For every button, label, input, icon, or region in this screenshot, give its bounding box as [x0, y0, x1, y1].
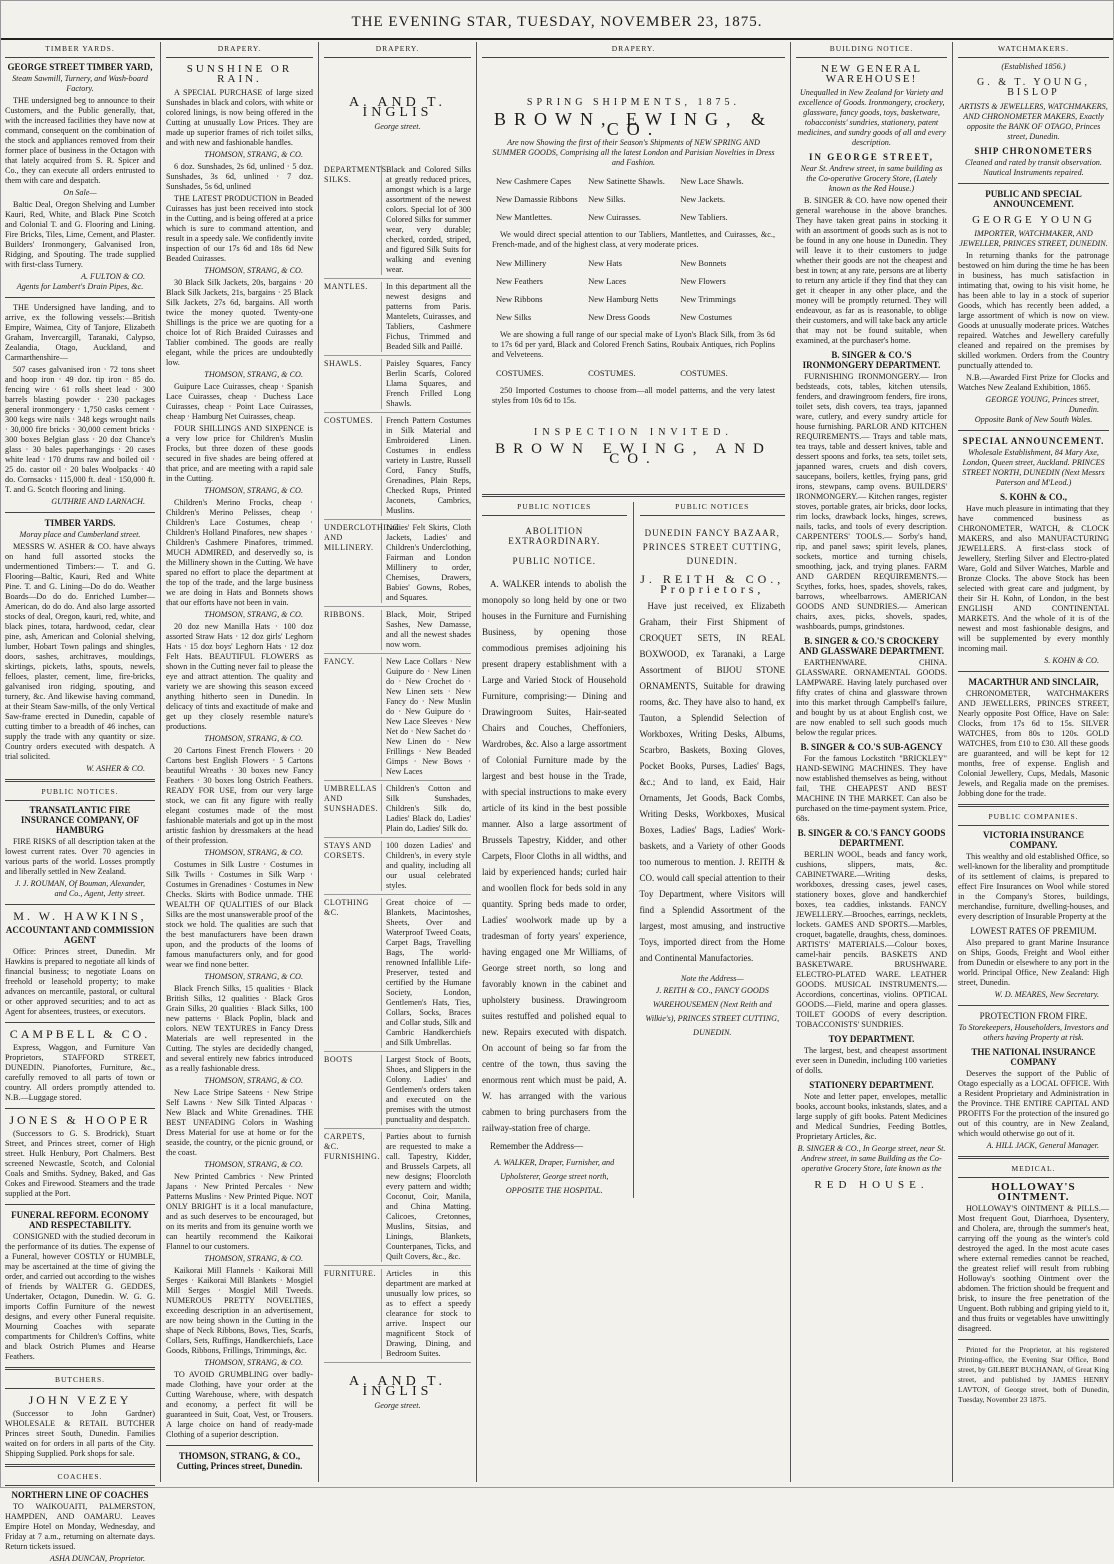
category-row [324, 654, 471, 781]
ad-subtitle: Steam Sawmill, Turnery, and Wash-board Factory. [12, 74, 148, 93]
section-header: DRAPERY. [482, 44, 785, 58]
ad-signature: A. WALKER, Draper, Furnisher, and Upholsterer, George street north, OPPOSITE THE HOSPITAL. [494, 1158, 615, 1195]
ad-body: Unequalled in New Zealand for Variety and excellence of Goods. Ironmongery, crockery, glassware, fancy goods, toys, basketware, tobacconists' sundries, stationery, patent medicines, and sundry goods of all and every description. [797, 88, 946, 147]
ad-body: Express, Waggon, and Furniture Van Proprietors, STAFFORD STREET, DUNEDIN. Pianofortes, Furniture, &c., carefully removed to all parts of town or country. All orders promptly attended to. N.B.—Luggage stored. [5, 1043, 155, 1102]
ad-body: Near St. Andrew street, in same building as the Co-operative Grocery Store, (Lately known as the Red House.) [800, 164, 943, 193]
section-header: DRAPERY. [166, 44, 313, 58]
ad-title: HOLLOWAY'S OINTMENT. [991, 1181, 1076, 1203]
divider [5, 1022, 155, 1023]
ad-body: TO AVOID GRUMBLING over badly-made Clothing, have your order at the Cutting Warehouse, where, with despatch and economy, a perfect fit will be guaranteed in Suit, Coat, Vest, or Trousers. A large choice on hand of ready-made Clothing of a superior description. [166, 1370, 313, 1439]
reith-notice [634, 502, 786, 1198]
ad-title: B. SINGER & CO.'S SUB-AGENCY [800, 742, 943, 752]
column-watchmakers [952, 42, 1114, 1482]
category-label: BOOTS [324, 1055, 382, 1125]
category-text: Children's Cotton and Silk Sunshades, Children's Silk do, Ladies' Black do, Ladies' Plain do, Ladies' Silk do. [386, 784, 471, 833]
ad-signature: A. FULTON & CO. [80, 272, 145, 281]
ad-body: FURNISHING IRONMONGERY.— Iron bedsteads, cots, tables, kitchen utensils, fenders, and drawingroom fenders, fire irons, toilet sets, dish covers, tea trays, japanned ware, cutlery, and every sundry article for house furnishing. PARLOR AND KITCHEN REQUIREMENTS.— Trays and table mats, tea trays, table and dessert knives, table and dessert spoons and forks, tea sets, toilet sets, japanned wares, cruets and dish covers, saucepans, boilers, kettles, frying pans, grid irons, stewpans, camp ovens. BUILDERS' IRONMONGERY.— Kitchen ranges, register stoves, portable grates, air bricks, door locks, rim locks, drawback locks, hinges, screws, nails, tacks, and tools of every description. CARPENTERS' TOOLS.— Sorby's hand, rip, and panel saws; spirit levels, planes, sockets, mortice and turning chisels, smoothing, jack, and trying planes. FARM AND GARDEN REQUIREMENTS.— Scythes, forks, hoes, spades, shovels, rakes, barrows, wheelbarrows. AMERICAN GOODS AND SUNDRIES.— American chairs, axes, picks, shovels, spades, washboards, pumps, grindstones. [796, 372, 947, 631]
ad-subtitle: Wholesale Establishment, 84 Mary Axe, London, Queen street, Auckland. PRINCES STREET NORTH, DUNEDIN (Next Messrs Paterson and M'Leod.) [962, 448, 1105, 487]
category-label: SHAWLS. [324, 359, 382, 409]
divider [5, 512, 155, 513]
ad-name: CAMPBELL & CO. [9, 1027, 151, 1041]
goods-item: New Cashmere Capes [496, 176, 572, 186]
divider [482, 494, 785, 497]
ad-name: JONES & HOOPER [9, 1113, 151, 1127]
ad-body: We would direct special attention to our Tabliers, Mantlettes, and Cuirasses, &c., French-made, and of the highest class, at very moderate prices. [492, 230, 775, 249]
ad-body: EARTHENWARE. CHINA. GLASSWARE. ORNAMENTAL GOODS. LAMPWARE. Having lately purchased over fifty crates of china and glassware thrown into this market through Campbell's failure, and bought by us at about English cost, we are now enabled to sell such goods much below the regular prices. [796, 658, 947, 737]
ad-name: G. & T. YOUNG, BISLOP [977, 77, 1090, 98]
divider [5, 779, 155, 782]
ad-body: We are showing a full range of our special make of Lyon's Black Silk, from 3s 6d to 17s 6d per yard, Black and Colored French Satins, Roubaix Antiques, rich Poplins and Velveteens. [492, 330, 775, 359]
ad-title: ACCOUNTANT AND COMMISSION AGENT [5, 925, 155, 945]
ad-signature: THOMSON, STRANG, & CO. [204, 610, 303, 619]
ad-title: TRANSATLANTIC FIRE INSURANCE COMPANY, OF HAMBURG [20, 805, 140, 835]
ad-title: SPECIAL ANNOUNCEMENT. [962, 436, 1105, 446]
ad-list: 507 cases galvanised iron · 72 tons sheet and hoop iron · 49 doz. tip iron · 85 do. fencing wire · 61 rolls sheet lead · 300 barrels blasting powder · 230 packages general ironmongery · 1,750 casks cement · 300 kegs wire nails · 348 kegs wrought nails · 30,000 fire bricks · 30,000 cement bricks · 300 boxes Belgian glass · 20 doz Chance's glass · 30 bales paperhangings · 20 cases white lead · 170 drums raw and boiled oil · 25 do. castor oil · 20 bales Woolpacks · 40 do. Cornsacks · 115,000 ft. deal · 150,000 ft. T. and G. Scotch flooring and lining. [5, 365, 155, 494]
ad-title: TOY DEPARTMENT. [828, 1034, 915, 1044]
ad-signature: THOMSON, STRANG, & CO. [204, 1160, 303, 1169]
category-label: COSTUMES. [324, 416, 382, 516]
category-row [324, 607, 471, 654]
ad-list: Baltic Deal, Oregon Shelving and Lumber Kauri, Red, White, and Black Pine Scotch and Colonial T. and G. Flooring and Lining. Fire Bricks, Tiles, Lime, Cement, and Plaster. Builders' Ironmongery, Galvanised Iron, Ridging, and Spouting. The trade supplied with first-class Turnery. [5, 200, 155, 269]
ad-title: INSPECTION INVITED. [534, 427, 733, 438]
goods-item: New Hats [588, 258, 622, 268]
column-timber-yards [0, 42, 160, 1563]
ad-body: 20 doz new Manilla Hats · 100 doz assorted Straw Hats · 12 doz girls' Leghorn Hats · 15 doz boys' Leghorn Hats · 12 doz Felt Hats. BEAUTIFUL FLOWERS as shown in the Cutting never fail to please the eye and attract attention. The quality and variety we are showing this season exceed anything hitherto seen in Dunedin. In delicacy of tints and exactitude of make and get up they closely resemble nature's productions. [166, 622, 313, 731]
ad-signature: THOMSON, STRANG, & CO. [204, 848, 303, 857]
ad-signature: Opposite Bank of New South Wales. [974, 415, 1093, 424]
ad-body: BERLIN WOOL, beads and fancy work, cushions, slippers, mats, &c. CABINETWARE.—Writing desks, workboxes, dressing cases, jewel cases, stationery boxes, glove and handkerchief boxes, tea caddies, inkstands. FANCY JEWELLERY.—Brooches, earrings, necklets, lockets. GAMES AND SPORTS.—Marbles, croquet, bagatelle, draughts, chess, dominoes. ARTISTS' MATERIALS.—Colour boxes, camel-hair pencils. BASKETS AND BASKETWARE. BRUSHWARE. ELECTRO-PLATED WARE. LEATHER GOODS. MUSICAL INSTRUMENTS.—Accordions, concertinas, violins. OPTICAL GOODS.—Field, marine and opera glasses. TOILET GOODS of every description. TOBACCONISTS' SUNDRIES. [796, 850, 947, 1029]
goods-item: New Cuirasses. [588, 212, 642, 222]
ad-signature: THOMSON, STRANG, & CO. [204, 734, 303, 743]
ad-signature: BROWN EWING, AND CO. [495, 441, 772, 467]
goods-item: COSTUMES. [680, 368, 728, 378]
ad-title: STATIONERY DEPARTMENT. [809, 1080, 934, 1090]
goods-item: New Flowers [680, 276, 726, 286]
category-text: Articles in this department are marked at unusually low prices, so as to effect a speedy clearance for stock to arrive. Inspect our magnificent Stock of Drawing, Dining, and Bedroom Suites. [386, 1269, 471, 1358]
ad-title: MACARTHUR AND SINCLAIR, [968, 677, 1099, 687]
goods-item: New Silks [496, 312, 532, 322]
divider [958, 1339, 1109, 1340]
section-header: BUILDING NOTICE. [796, 44, 947, 58]
ad-body: Black French Silks, 15 qualities · Black British Silks, 12 qualities · Black Gros Grain Silks, 20 qualities · Black Silks, 100 new patterns · Black Poplin, black and colors. NEW TEXTURES in Fancy Dress Materials are well represented in the Cutting. The styles are decidedly changed, and several entirely new fabrics introduced as a really fashionable dress. [166, 984, 313, 1073]
goods-item: COSTUMES. [496, 368, 544, 378]
ad-signature: THOMSON, STRANG, & CO. [204, 1076, 303, 1085]
category-label: UNDERCLOTHING AND MILLINERY. [324, 523, 382, 603]
category-row [324, 162, 471, 279]
category-row [324, 279, 471, 356]
ad-title: IN GEORGE STREET, [808, 152, 935, 162]
goods-row [496, 368, 771, 378]
ad-body: FIRE RISKS of all description taken at the lowest current rates. Over 70 agencies in various parts of the world. Losses promptly and liberally settled in New Zealand. [5, 837, 155, 876]
ad-subtitle: LOWEST RATES OF PREMIUM. [970, 926, 1097, 936]
column-drapery-inglis [318, 42, 476, 1482]
ad-body: The largest, best, and cheapest assortment ever seen in Dunedin, including 100 varieties of dolls. [796, 1046, 947, 1075]
ad-body: HOLLOWAY'S OINTMENT & PILLS.—Most frequent Gout, Diarrhoea, Dysentery, and Cholera, are, through the summer's heat, carrying off the young as the winter's cold destroyed the aged. In the most acute cases where external remedies cannot be reached, the greatest relief will result from rubbing Holloway's soothing Ointment over the abdomen. The friction should be frequent and brisk, to insure the free penetration of the Unguent. Both rubbing and griping yield to it, and thus fruits or vegetables have unwittingly disagreed. [958, 1204, 1109, 1333]
divider [5, 1464, 155, 1467]
ad-signature: W. ASHER & CO. [86, 764, 145, 773]
category-text: Ladies' Felt Skirts, Cloth Jackets, Ladies' and Children's Underclothing, Fairman and London Millinery to order, Chemises, Drawers, Babies' Gowns, Robes, and Squares. [386, 523, 471, 602]
ad-body: To Storekeepers, Householders, Investors and others having Property at risk. [958, 1023, 1109, 1042]
goods-item: New Damassie Ribbons [496, 194, 578, 204]
category-row [324, 520, 471, 607]
ad-body: CHRONOMETER, WATCHMAKERS AND JEWELLERS, PRINCES STREET, Nearly opposite Post Office, Have on Sale: Clocks, from 17s 6d to 15s. SILVER WATCHES, from 80s to 120s. GOLD WATCHES, from £10 to £30. All these goods are guaranteed, and will be kept for 12 months, free of expense. English and Colonial Jewellery, Cups, Medals, Masonic Jewels, and Regalia made on the premises. Jobbing done for the trade. [958, 689, 1109, 798]
ad-title: THE NATIONAL INSURANCE COMPANY [971, 1047, 1096, 1067]
masthead-title: THE EVENING STAR, TUESDAY, NOVEMBER 23, 1875. [351, 14, 763, 30]
ad-title: PROTECTION FROM FIRE. [979, 1011, 1088, 1021]
ad-signature: ASHA DUNCAN, Proprietor. [49, 1554, 145, 1563]
category-label: CLOTHING &C. [324, 898, 382, 1048]
ad-address: George street. [374, 1401, 421, 1410]
ad-body: THE undersigned beg to announce to their Customers, and the Public generally, that, with the increased facilities they have now at command, consequent on the combination of the stock and appliances removed from their former place of business in the Octagon with that lately acquired from S. R. Spicer and Co., they can execute all orders entrusted to them with care and despatch. [5, 96, 155, 185]
column-singer [790, 42, 952, 1482]
ad-name: NEW GENERAL WAREHOUSE! [821, 63, 922, 85]
divider [958, 1156, 1109, 1159]
category-row [324, 1266, 471, 1363]
goods-row [496, 194, 771, 204]
ad-name: A. AND T. INGLIS [349, 95, 446, 120]
ad-title: SPRING SHIPMENTS, 1875. [526, 97, 741, 108]
category-label: STAYS AND CORSETS. [324, 841, 382, 891]
column-drapery-thomson [160, 42, 318, 1482]
ad-body: CONSIGNED with the studied decorum in the performance of its duties. The expense of a Funeral, however COSTLY or HUMBLE, may be ascertained at the time of giving the order, and carried out according to the wishes of friends by WALTER G. GEDDES, Undertaker, Octagon, Dunedin. W. G. G. imports Coffin Furniture of the newest designs, and every other Funeral requisite. Mourning Coaches with separate compartments for Children's Coffins, white and black Ostrich Plumes and Hearse Feathers. [5, 1232, 155, 1361]
section-header: WATCHMAKERS. [958, 44, 1109, 58]
ad-body: 30 Black Silk Jackets, 20s, bargains · 20 Black Silk Jackets, 21s, bargains · 25 Black Silk Jackets, 27s 6d, bargains. All worth twice the money quoted. Twenty-one Shillings is the price we are quoting for a choice lot of Rich Braided Cuirasses and Tablier combined. The goods are really elegant, while the prices are undoubtedly low. [166, 278, 313, 367]
category-label: CARPETS, &C. FURNISHING. [324, 1132, 382, 1262]
section-header: TIMBER YARDS. [5, 44, 155, 58]
ad-body: MESSRS W. ASHER & CO. have always on hand full assorted stocks the undermentioned Timbers:— T. and G. Flooring—Baltic, Kauri, Red and White Pine. T. and G. Lining—Do do do. Weather Boards—Do do do. Enriched Lumber—American, do do do. And also large assorted stocks of deal, Oregon, kauri, red, white, and black pines, totara, hardwood, cedar, clear pine, ash, American and Colonial shelving, lumber, Hobart Town palings and shingles, doors, sashes, architraves, mouldings, skirtings, pickets, laths, spouts, newels, felloes, plaster, cement, lime, fire-bricks, galvanised iron ridging, spouting, and turnery, &c. And likewise having command, at their Steam Saw-mills, of the only Vertical Saw-frame erected in Dunedin, capable of cutting timber to a breadth of 46 inches, can supply the trade with any quantity or size. Country orders executed with despatch. A trial solicited. [5, 542, 155, 761]
ad-body: N.B.—Awarded First Prize for Clocks and Watches New Zealand Exhibition, 1865. [958, 373, 1109, 392]
ad-list: Guipure Lace Cuirasses, cheap · Spanish Lace Cuirasses, cheap · Duchess Lace Cuirasses, cheap · Point Lace Cuirasses, cheap · Hamburg Net Cuirasses, cheap. [166, 382, 313, 421]
ad-name: A. AND T. INGLIS [349, 1374, 446, 1399]
ad-title: ABOLITION EXTRAORDINARY. [508, 526, 601, 546]
ad-name: BROWN, EWING, & CO. [494, 109, 773, 139]
ad-signature: THOMSON, STRANG, & CO. [204, 150, 303, 159]
goods-item: New Laces [588, 276, 627, 286]
goods-item: New Feathers [496, 276, 543, 286]
section-header: DRAPERY. [324, 44, 471, 58]
ad-body: A. WALKER intends to abolish the monopoly so long held by one or two houses in the Furniture and Furnishing Business, by opening those commodious premises adjoining his present drapery establishment with a Large and Varied Stock of Household Furniture, comprising:— Dining and Drawingroom Suites, Hair-seated Chairs and Couches, Cheffoniers, Wardrobes, &c. Also a large assortment of Colonial Furniture made by the largest and best house in the Trade, with special instructions to make every article of its kind in the best possible manner. Also a large assortment of Brussels Tapestry, Kidder, and other Carpets, Floor Cloths in all widths, and laid by experienced hands; curled hair and woollen flock for beds sold in any quantity. Spring beds made to order, Ladies' woolwork made up by a tradesman of forty years' experience, having engaged one Mr Williams, of George street north, so long and favorably known in the cabinet and upholstery business. Drawingroom suites restuffed and polished equal to new. Repairs executed with dispatch. On account of being so far from the centre of the town, thus saving the enormous rent which must be paid, A. W. has arranged with the various cabmen to bring purchasers from the railway-station free of charge. [482, 579, 627, 1133]
category-text: Great choice of — Blankets, Macintoshes, Sheets, Over and Waterproof Tweed Coats, Carpet Bags, Travelling Bags, The world-renowned Infallible Life-Preserver, tested and certified by the Humane Society, London, Gentlemen's Hats, Ties, Collars, Socks, Braces and Collar studs, Silk and Cambric Handkerchiefs and Silk Umbrellas. [386, 898, 471, 1047]
goods-row [496, 312, 771, 322]
divider [958, 671, 1109, 672]
ad-body: Children's Merino Frocks, cheap · Children's Merino Pelisses, cheap · Children's Lace Costumes, cheap · Children's Holland Pinafores, new shapes · Children's Cashmere Pinafores, trimmed. MUCH ADMIRED, and deservedly so, is the Millinery shown in the Cutting. We have spared no effort to place the department at the top of the trade, and the large business we are doing in Hats and Bonnets shows that our efforts have not been in vain. [166, 498, 313, 607]
divider [958, 804, 1109, 807]
goods-item: New Tabliers. [680, 212, 728, 222]
ad-signature: J. J. ROUMAN, Of Bouman, Alexander, and Co., Agent, Jetty street. [15, 879, 145, 898]
ad-title: VICTORIA INSURANCE COMPANY. [982, 830, 1085, 850]
ad-body: A SPECIAL PURCHASE of large sized Sunshades in black and colors, with white or colored linings, is now being offered in the Cutting at unusually Low Prices. They are made up superior frames of rich toilet silks, and with new and fashionable handles. [166, 88, 313, 147]
goods-table [482, 258, 785, 322]
category-text: Black and Colored Silks at greatly reduced prices, amongst which is a large assortment of the newest colors. Special lot of 300 Colored Silks for summer wear, very durable; checked, corded, striped, and figured Silk Suits for walking and evening wear. [386, 165, 471, 274]
ad-name: M. W. HAWKINS, [13, 909, 147, 923]
section-header: PUBLIC NOTICES [640, 502, 786, 516]
category-row [324, 781, 471, 838]
costumes-row [482, 368, 785, 378]
ad-signature: GUTHRIE AND LARNACH. [51, 497, 145, 506]
category-row [324, 413, 471, 520]
ad-signature: THOMSON, STRANG, & CO. [204, 266, 303, 275]
ad-signature: THOMSON, STRANG, & CO., Cutting, Princes street, Dunedin. [176, 1451, 303, 1471]
ad-body: ARTISTS & JEWELLERS, WATCHMAKERS, AND CHRONOMETER MAKERS, Exactly opposite the BANK OF OTAGO, Princes street, Dunedin. [959, 102, 1108, 141]
category-text: In this department all the newest designs and patterns from Paris. Mantelets, Cuirasses, and Tabliers, Cashmere Fichus, Trimmed and Beaded Silk and Paillé. [386, 282, 471, 351]
ad-subtitle: Moray place and Cumberland street. [19, 530, 141, 539]
ad-name: SUNSHINE OR RAIN. [186, 63, 293, 85]
goods-item: New Costumes [680, 312, 732, 322]
ad-body: THE LATEST PRODUCTION in Beaded Cuirasses has just been received into stock in the Cutting, and is being offered at a price which is sure to command attention, and result in a speedy sale. We confidently invite inspection of our 17s 6d and 18s 6d New Beaded Cuirasses. [166, 194, 313, 263]
ad-body: Costumes in Silk Lustre · Costumes in Silk Twills · Costumes in Silk Warp · Costumes in Grenadines · Costumes in New Checks. Skirts with Bodice unmade. THE WEALTH OF QUALITIES of our Black Silks are the most unanswerable proof of the stock we hold. The qualities are such that the best manufacturers have been drawn upon, and the products of the looms of famous manufacturers only, and for good wear we find none better. [166, 860, 313, 969]
ad-body: 250 Imported Costumes to choose from—all model patterns, and the very latest styles from 10s 6d to 15s. [492, 386, 775, 405]
ad-name: GEORGE YOUNG [972, 214, 1095, 226]
section-header: PUBLIC COMPANIES. [958, 812, 1109, 826]
ad-body: (Successor to John Gardner) WHOLESALE & RETAIL BUTCHER Princes street South, Dunedin. Families waited on for orders in all parts of the City. Shipping Supplied. Pork shops for sale. [5, 1409, 155, 1458]
ad-subtitle: PUBLIC NOTICE. [512, 556, 596, 566]
ad-signature: A. HILL JACK, General Manager. [986, 1141, 1099, 1150]
ad-body: B. SINGER & CO. have now opened their general warehouse in the above branches. They have taken great pains in stocking it with an assortment of goods such as is not to be found in any one house in Dunedin. They will leave it to their customers to judge whether their goods are not the cheapest and best in town; at any rate, persons are at liberty to return any article if they find that they can get it cheaper in any other place, and the money will be promptly returned. They will endeavour, as far as is reasonable, to oblige their customers, and will take back any article that may not be found suitable, when examined, at the purchaser's home. [796, 196, 947, 345]
public-notices-split [482, 502, 785, 1198]
ad-title: PUBLIC AND SPECIAL ANNOUNCEMENT. [985, 189, 1082, 209]
goods-item: New Hamburg Netts [588, 294, 659, 304]
ad-signature: THOMSON, STRANG, & CO. [204, 370, 303, 379]
goods-table [482, 176, 785, 222]
ad-body: 20 Cartons Finest French Flowers · 20 Cartons best English Flowers · 5 Cartons beautiful Wreaths · 30 boxes new Fancy Feathers · 30 boxes long Ostrich Feathers. READY FOR USE, from our very large stock, we can fit any figure with really elegant costumes made of the most fashionable materials and got up in the most artistic fashion by dressmakers at the head of their profession. [166, 746, 313, 845]
ad-body: In returning thanks for the patronage bestowed on him during the time he has been in business, has much satisfaction in intimating that, owing to his visit home, he has been able to lay in a stock of superior Goods, which has recently been added, a large assortment of which is now on view. Goods at unusually moderate prices. Watches repaired. Watches and Jewellery carefully cleaned and repaired on the premises by skilled workmen. Orders from the Country punctually attended to. [958, 251, 1109, 370]
ad-title: TIMBER YARDS. [44, 518, 116, 528]
goods-row [496, 294, 771, 304]
category-row [324, 1129, 471, 1266]
category-text: Paisley Squares, Fancy Berlin Scarfs, Colored Llama Squares, and French Frilled Long Shawls. [386, 359, 471, 408]
category-label: MANTLES. [324, 282, 382, 352]
ad-signature: THOMSON, STRANG, & CO. [204, 972, 303, 981]
divider [958, 1005, 1109, 1006]
ad-agents: Agents for Lambert's Drain Pipes, &c. [16, 282, 144, 291]
category-text: 100 dozen Ladies' and Children's, in every style and quality, including all our usual celebrated styles. [386, 841, 471, 890]
ad-title: FUNERAL REFORM. ECONOMY AND RESPECTABILITY. [11, 1210, 149, 1230]
category-row [324, 838, 471, 895]
ad-title: B. SINGER & CO.'S CROCKERY AND GLASSWARE DEPARTMENT. [798, 636, 945, 656]
ad-body: Have much pleasure in intimating that they have commenced business as CHRONOMETER, WATCH, & CLOCK MAKERS, and also MANUFACTURING JEWELLERS. A first-class stock of Jewellery, Sterling Silver and Electro-plated Ware, Gold and Silver Watches, Marble and Bronze Clocks. The above Stock has been selected with great care and judgment, by their Sir H. Kohn, of London, in the best ENGLISH AND CONTINENTAL MARKETS. And the whole of it is of the newest and most fashionable designs, and will be supplemented by every monthly incoming mail. [958, 504, 1109, 653]
ad-body: THE Undersigned have landing, and to arrive, ex the following vessels:—British Empire, Waimea, City of Tanjore, Elizabeth Graham, Invercargill, Taranaki, Calypso, Zealandia, Otago, Auckland, and Carmarthenshire— [5, 303, 155, 362]
category-label: DEPARTMENTS. SILKS. [324, 165, 382, 275]
category-text: Parties about to furnish are requested to make a call. Tapestry, Kidder, and Brussels Carpets, all new designs; Floorcloth every pattern and width; Coconut, Coir, Manila, and China Matting. Calicoes, Cretonnes, Muslins, Sitsias, and Linings, Blankets, Counterpanes, Ticks, and Quilt Covers, &c., &c. [386, 1132, 471, 1261]
category-label: UMBRELLAS AND SUNSHADES. [324, 784, 382, 834]
ad-body: Deserves the support of the Public of Otago especially as a LOCAL OFFICE. With a Resident Proprietary and Administration in the Province. THE ENTIRE CAPITAL AND PROFITS For the protection of the insured go out of this country, are in New Zealand, which would otherwise go out of it. [958, 1069, 1109, 1138]
goods-row [496, 276, 771, 286]
ad-established: (Established 1856.) [1001, 62, 1066, 71]
ad-title: DUNEDIN FANCY BAZAAR, PRINCES STREET CUTTING, DUNEDIN. [642, 528, 782, 566]
ad-body: Have just received, ex Elizabeth Graham, their First Shipment of CROQUET SETS, IN REAL BOXWOOD, ex Taranaki, a Large Assortment of BIJOU STONE ORNAMENTS, Suitable for drawing rooms, &c. They have also to hand, ex Tauton, a Splendid Selection of Workboxes, Writing Desks, Albums, Scarbro, Baskets, Boxing Gloves, Pocket Books, Purses, Ladies' Bags, &c.; And to land, ex Eaid, Hair Ornaments, Jet Goods, Back Combs, Writing Desks, Workboxes, Musical Boxes, Ladies' Bags, Ladies' Work-baskets, and a Variety of other Goods too numerous to mention. J. REITH & CO. would call special attention to their Toy Department, where Visitors will find a Splendid Assortment of the largest, most amusing, and instructive Toys, imported direct from the Home and Continental Manufactories. [639, 601, 785, 963]
ad-title: B. SINGER & CO.'S IRONMONGERY DEPARTMENT. [802, 350, 941, 370]
ad-address: George street. [374, 122, 421, 131]
ad-body: (Successors to G. S. Brodrick), Stuart Street, and Princes street, corner of High street. Hulk Henbury, Port Chalmers. Best screened Newcastle, Scotch, and Colonial Coals and Smiths. Sydney, Baked, and Gas Cokes and Firewood. Steamers and the trade supplied at the Port. [5, 1129, 155, 1198]
divider [5, 1108, 155, 1109]
divider [5, 1367, 155, 1370]
goods-row [496, 212, 771, 222]
goods-item: New Satinette Shawls. [588, 176, 665, 186]
ad-body: This wealthy and old established Office, so well-known for the liberality and promptitude of its settlement of claims, is prepared to effect Fire Insurances on Wool while stored in the Company's Stores, buildings, merchandise, furniture, dwelling-houses, and every description of Insurable Property at the [958, 852, 1109, 921]
category-label: RIBBONS. [324, 610, 382, 650]
ad-signature: J. REITH & CO., FANCY GOODS WAREHOUSEMEN (Next Reith and Wilkie's), PRINCES STREET CUTTING, DUNEDIN. [645, 986, 780, 1037]
goods-item: New Millinery [496, 258, 547, 268]
ad-body: Remember the Address— [490, 1141, 583, 1151]
ad-signature: B. SINGER & CO., In George street, near St. Andrew street, in same Building as the Co-operative Grocery Store, late known as the [797, 1144, 946, 1173]
column-brown-ewing [476, 42, 790, 1482]
ad-body: Office: Princes street, Dunedin. Mr Hawkins is prepared to negotiate all kinds of financial business; to negotiate Loans on freehold or leasehold property; to make advances on mercantile, pastoral, or cultural or other approved securities; and to act as Agent for absentees, trustees, or executors. [5, 947, 155, 1016]
divider [5, 297, 155, 298]
category-text: New Lace Collars · New Guipure do · New Linen do · New Crochet do · New Linen sets · New Fancy do · New Muslin do · New Guipure do · New Lace Sleeves · New Net do · New Sachet do · New Linen do · New Frillings · New Beaded Gimps · New Bows · New Laces [386, 657, 471, 776]
section-header: BUTCHERS. [5, 1375, 155, 1389]
category-row [324, 895, 471, 1052]
goods-item: New Trimmings [680, 294, 736, 304]
goods-item: COSTUMES. [588, 368, 636, 378]
ad-signature: W. D. MEARES, New Secretary. [994, 990, 1099, 999]
divider [5, 1204, 155, 1205]
goods-item: New Dress Goods [588, 312, 650, 322]
goods-item: New Mantlettes. [496, 212, 553, 222]
ad-note: Note the Address— [680, 974, 744, 983]
divider [166, 1445, 313, 1446]
ad-body: Note and letter paper, envelopes, metallic books, account books, inkstands, slates, and a large supply of gift books. Patent Medicines and Medical Sundries, Feeding Bottles, Proprietary Articles, &c. [796, 1092, 947, 1141]
goods-item: New Jackets. [680, 194, 726, 204]
category-row [324, 356, 471, 413]
ad-body: TO WAIKOUAITI, PALMERSTON, HAMPDEN, AND OAMARU. Leaves Empire Hotel on Monday, Wednesday, and Friday at 7 a.m., returning on alternate days. Return tickets issued. [5, 1502, 155, 1551]
section-header: MEDICAL. [958, 1164, 1109, 1178]
ad-body: Kaikorai Mill Flannels · Kaikorai Mill Serges · Kaikorai Mill Blankets · Mosgiel Mill Serges · Mosgiel Mill Tweeds. NUMEROUS PRETTY NOVELTIES, exceeding description in an advertisement, are now being shown in the Cutting in the shape of Neck Ribbons, Bows, Ties, Scarfs, Collars, Sets, Ruffings, Handkerchiefs, Lace Goods, Ribbons, Frillings, Trimmings, &c. [166, 1266, 313, 1355]
category-list [324, 162, 471, 1363]
ad-name: JOHN VEZEY [28, 1393, 132, 1407]
goods-row [496, 176, 771, 186]
ad-subtitle: IMPORTER, WATCHMAKER, AND JEWELLER, PRINCES STREET, DUNEDIN. [959, 229, 1108, 248]
ad-signature: THOMSON, STRANG, & CO. [204, 486, 303, 495]
divider [5, 904, 155, 905]
walker-notice [482, 502, 634, 1198]
category-label: FURNITURE. [324, 1269, 382, 1359]
ad-title: SHIP CHRONOMETERS [974, 146, 1093, 156]
ad-body: New Printed Cambrics · New Printed Japans · New Printed Percales · New Patterns Muslins · New Printed Pique. NOT ONLY BRIGHT is it a local manufacture, and as such deserves to be encouraged, but on its merits and from its genuine worth we can heartily recommend the Kaikorai Flannel to our customers. [166, 1172, 313, 1251]
ad-onsale: On Sale— [63, 188, 97, 197]
goods-item: New Ribbons [496, 294, 543, 304]
section-header: COACHES. [5, 1472, 155, 1486]
ad-signature: S. KOHN & CO. [1044, 656, 1099, 665]
goods-item: New Lace Shawls. [680, 176, 744, 186]
ad-signature: THOMSON, STRANG, & CO. [204, 1358, 303, 1367]
ad-title: NORTHERN LINE OF COACHES [11, 1490, 149, 1500]
section-header: PUBLIC NOTICES. [5, 787, 155, 801]
ad-name: J. REITH & CO., Proprietors, [640, 572, 785, 596]
imprint: Printed for the Proprietor, at his registered Printing-office, the Evening Star Office, Bond street, by GILBERT BUCHANAN, of Great King street, and published by JAMES HENRY LAVTON, of George street, both of Dunedin, Tuesday, November 23 1875. [958, 1345, 1109, 1404]
ad-body: Also prepared to grant Marine Insurance on Ships, Goods, Freight and Wool either from Dunedin or elsewhere to any port in the world. Principal Office, New Zealand: High street, Dunedin. [958, 938, 1109, 987]
ad-body: Are now Showing the first of their Season's Shipments of NEW SPRING AND SUMMER GOODS, Comprising all the latest London and Parisian Novelties in Dress and Fashion. [492, 138, 775, 167]
category-row [324, 1052, 471, 1129]
ad-signature: THOMSON, STRANG, & CO. [204, 1254, 303, 1263]
ad-signature: GEORGE YOUNG, Princes street, Dunedin. [985, 395, 1099, 414]
goods-item: New Silks. [588, 194, 626, 204]
ad-body: New Lace Stripe Sateens · New Stripe Self Lawns · New Silk Tinted Alpacas · New Black and White Grenadines. THE BEST UNFADING Colors in Washing Dress Material for use at home or for the seaside, the country, or the picnic ground, or the coast. [166, 1088, 313, 1157]
category-text: Black, Moir, Striped Sashes, New Damasse, and all the newest shades now worn. [386, 610, 471, 649]
ad-name: RED HOUSE. [814, 1179, 929, 1191]
ad-list: 6 doz. Sunshades, 2s 6d, unlined · 5 doz. Sunshades, 3s 6d, unlined · 7 doz. Sunshades, 5s 6d, unlined [166, 162, 313, 191]
section-header: PUBLIC NOTICES [482, 502, 627, 516]
category-text: French Pattern Costumes in Silk Material and Embroidered Linen. Costumes in endless variety in Lustre, Russell Cord, Fancy Stuffs, Grenadines, Plain Reps, Checked Rups, Printed Jaconets, Cambrics, Muslins. [386, 416, 471, 515]
category-text: Largest Stock of Boots, Shoes, and Slippers in the Colony. Ladies' and Gentlemen's orders taken and executed on the premises with the utmost punctuality and despatch. [386, 1055, 471, 1124]
ad-body: FOUR SHILLINGS AND SIXPENCE is a very low price for Children's Muslin Frocks, but three dozen of these goods secured in five shades are being offered at that price, and are meeting with a rapid sale in the Cutting. [166, 424, 313, 483]
ad-body: For the famous Lockstitch "BRICKLEY" HAND-SEWING MACHINES. They have now established themselves as being, without fail, THE CHEAPEST AND BEST MACHINE IN THE MARKET. Can also be purchased on the time-payment system. Price, 68s. [796, 754, 947, 823]
divider [958, 183, 1109, 184]
goods-row [496, 258, 771, 268]
masthead [0, 0, 1114, 40]
ad-name: S. KOHN & CO., [999, 492, 1067, 502]
ad-title: B. SINGER & CO.'S FANCY GOODS DEPARTMENT. [797, 828, 946, 848]
ad-body: Cleaned and rated by transit observation. Nautical Instruments repaired. [965, 158, 1102, 177]
category-label: FANCY. [324, 657, 382, 777]
divider [958, 430, 1109, 431]
ad-title: GEORGE STREET TIMBER YARD, [7, 62, 153, 72]
goods-item: New Bonnets [680, 258, 727, 268]
